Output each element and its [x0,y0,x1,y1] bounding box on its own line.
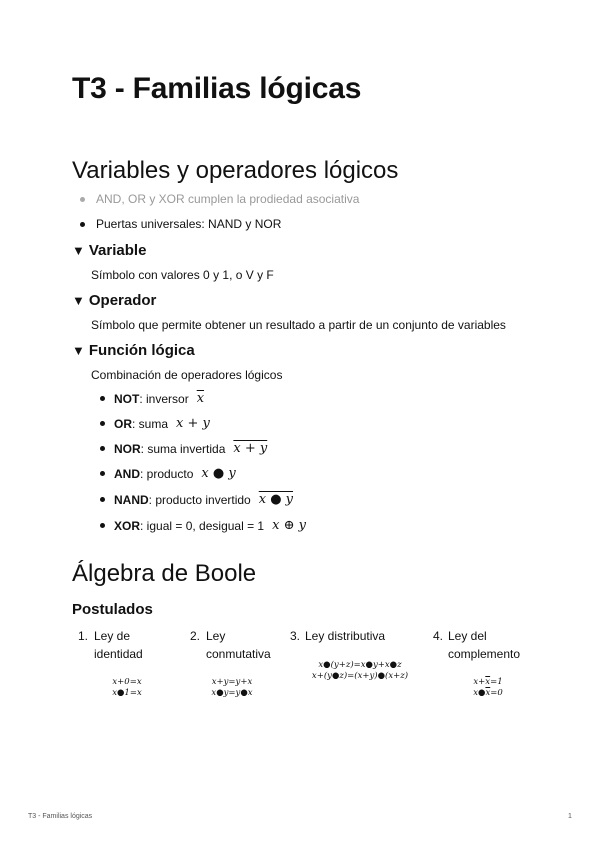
bullet-icon [100,497,105,502]
bullet-icon [100,523,105,528]
list-item [100,518,306,533]
postulate-math [202,677,262,699]
function-name: XOR [114,518,141,533]
function-desc: : inversor [139,391,189,406]
list-item [100,391,204,406]
postulate-math [300,660,420,682]
function-math: x + y [233,441,268,456]
toggle-content: Símbolo con valores 0 y 1, o V y F [91,268,274,282]
postulate-number: 2. [190,629,201,643]
postulate-number: 1. [78,629,89,643]
function-name: NOR [114,441,141,456]
footer-title: T3 - Familias lógicas [28,813,93,820]
bullet-text: AND, OR y XOR cumplen la prodiedad asociativa [96,192,360,206]
math-line [463,677,513,688]
toggle-operador[interactable] [72,292,156,309]
function-name: AND [114,466,140,481]
math-line [463,688,513,699]
page-title: T3 - Familias lógicas [72,72,362,105]
postulate-label: Ley [206,629,226,643]
function-desc: : igual = 0, desigual = 1 [140,518,265,533]
postulate-label: Ley del [448,629,487,643]
list-item [80,192,359,206]
section-heading-boole: Álgebra de Boole [72,560,257,587]
function-desc: : producto invertido [148,492,251,507]
list-item [100,492,293,507]
postulate-label: Ley distributiva [305,629,386,643]
function-name: NOT [114,391,140,406]
toggle-content: Combinación de operadores lógicos [91,368,283,382]
postulate-label: Ley de [94,629,131,643]
triangle-down-icon[interactable]: ▼ [72,243,85,258]
math-line: x+y=y+x [211,677,253,687]
function-name: OR [114,416,132,431]
math-line: x●(y+z)=x●y+x●z [318,660,402,670]
postulate-number: 3. [290,629,301,643]
section-heading-variables: Variables y operadores lógicos [72,157,399,184]
triangle-down-icon[interactable]: ▼ [72,343,85,358]
postulate-label: complemento [448,647,521,661]
function-math: x ● y [258,492,294,507]
list-item [80,217,281,231]
toggle-label: Función lógica [88,342,195,359]
toggle-variable[interactable] [72,242,146,259]
bullet-icon [80,197,85,202]
toggle-funcion-logica[interactable] [72,342,195,359]
function-desc: : suma [132,416,169,431]
list-item [100,466,236,481]
triangle-down-icon[interactable]: ▼ [72,293,85,308]
function-desc: : suma invertida [140,441,226,456]
toggle-content: Símbolo que permite obtener un resultado a partir de un conjunto de variables [91,318,506,332]
toggle-label: Variable [88,242,147,259]
postulate-math [463,677,513,699]
math-line: x+(y●z)=(x+y)●(x+z) [311,671,409,681]
math-line: x+0=x [112,677,142,687]
postulate-math [104,677,150,699]
function-math: x ⊕ y [272,518,306,533]
postulate-label: identidad [94,647,143,661]
list-item [100,416,210,431]
page-number: 1 [568,813,572,820]
bullet-icon [100,446,105,451]
postulate-label: conmutativa [206,647,271,661]
function-math: $\overline{x}$ [196,391,205,406]
function-math: x + y [176,416,210,431]
bullet-icon [80,222,85,227]
math-line: x●y=y●x [211,688,253,698]
bullet-icon [100,396,105,401]
postulate-number: 4. [433,629,444,643]
postulate-3 [290,627,430,707]
subheading-postulados: Postulados [72,601,153,618]
function-desc: : producto [140,466,194,481]
toggle-label: Operador [88,292,157,309]
postulate-1 [78,627,178,707]
math-line: x●1=x [112,688,142,698]
function-name: NAND [114,492,149,507]
function-math: x ● y [201,466,236,481]
list-item [100,441,267,456]
postulate-2 [190,627,290,707]
bullet-icon [100,471,105,476]
postulate-4 [433,627,533,707]
math-overline: $x●\overline{x}=0$ [473,688,503,698]
math-overline: $x+\overline{x}=1$ [473,677,503,687]
bullet-icon [100,421,105,426]
bullet-text: Puertas universales: NAND y NOR [96,217,282,231]
